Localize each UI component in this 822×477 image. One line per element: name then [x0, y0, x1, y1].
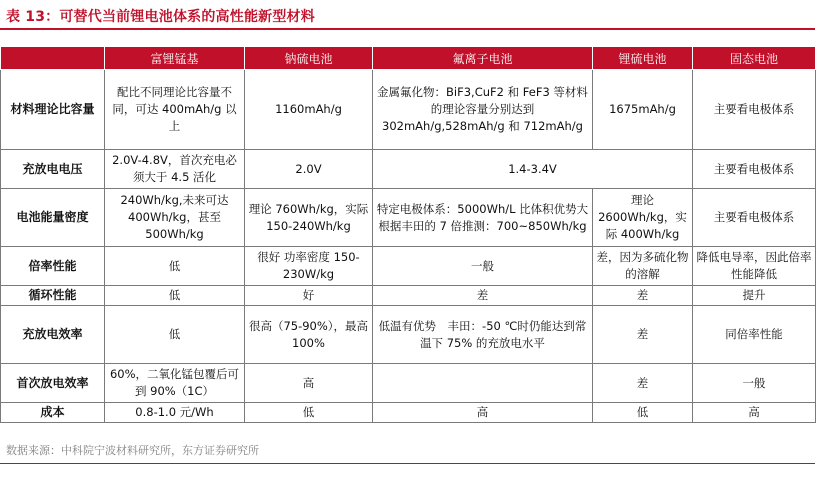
table-cell: 很好 功率密度 150-230W/kg	[245, 247, 373, 286]
table-title: 表 13：可替代当前锂电池体系的高性能新型材料	[6, 9, 315, 25]
table-cell: 差	[593, 364, 693, 403]
table-cell: 配比不同理论比容量不同，可达 400mAh/g 以上	[105, 70, 245, 150]
table-cell: 1.4-3.4V	[373, 150, 693, 189]
table-cell: 差	[373, 286, 593, 306]
table-cell: 金属氟化物：BiF3,CuF2 和 FeF3 等材料的理论容量分别达到 302mAh/g,528mAh/g 和 712mAh/g	[373, 70, 593, 150]
table-cell: 差	[593, 286, 693, 306]
table-cell: 同倍率性能	[693, 306, 816, 364]
title-rule	[0, 28, 815, 30]
source-note: 数据来源：中科院宁波材料研究所，东方证券研究所	[6, 444, 259, 457]
row-label: 材料理论比容量	[1, 70, 105, 150]
table-cell: 2.0V	[245, 150, 373, 189]
table-cell: 低	[105, 247, 245, 286]
table-cell: 理论 2600Wh/kg，实际 400Wh/kg	[593, 189, 693, 247]
table-cell: 一般	[373, 247, 593, 286]
header-cell: 钠硫电池	[245, 47, 373, 70]
row-label: 电池能量密度	[1, 189, 105, 247]
table-cell: 差，因为多硫化物的溶解	[593, 247, 693, 286]
table-cell: 高	[693, 403, 816, 423]
header-cell: 富锂锰基	[105, 47, 245, 70]
table-row	[1, 189, 816, 247]
table-cell: 2.0V-4.8V，首次充电必须大于 4.5 活化	[105, 150, 245, 189]
table-row	[1, 364, 816, 403]
table-cell: 一般	[693, 364, 816, 403]
row-label: 充放电效率	[1, 306, 105, 364]
table-cell: 理论 760Wh/kg，实际 150-240Wh/kg	[245, 189, 373, 247]
table-cell: 低	[105, 286, 245, 306]
header-cell: 氟离子电池	[373, 47, 593, 70]
table-cell: 低	[245, 403, 373, 423]
table-row	[1, 247, 816, 286]
table-cell	[373, 364, 593, 403]
row-label: 成本	[1, 403, 105, 423]
table-cell: 1160mAh/g	[245, 70, 373, 150]
table-cell: 差	[593, 306, 693, 364]
header-cell: 锂硫电池	[593, 47, 693, 70]
table-cell: 低温有优势 丰田：-50 ℃时仍能达到常温下 75% 的充放电水平	[373, 306, 593, 364]
table-cell: 降低电导率，因此倍率性能降低	[693, 247, 816, 286]
table-cell: 主要看电极体系	[693, 189, 816, 247]
row-label: 倍率性能	[1, 247, 105, 286]
table-row	[1, 286, 816, 306]
table-cell: 很高（75-90%），最高 100%	[245, 306, 373, 364]
header-row	[1, 47, 816, 70]
row-label: 循环性能	[1, 286, 105, 306]
table-cell: 主要看电极体系	[693, 150, 816, 189]
comparison-table	[0, 46, 816, 423]
table-cell: 高	[245, 364, 373, 403]
header-cell: 固态电池	[693, 47, 816, 70]
table-row	[1, 70, 816, 150]
table-cell: 1675mAh/g	[593, 70, 693, 150]
table-row	[1, 150, 816, 189]
table-cell: 240Wh/kg,未来可达 400Wh/kg，甚至 500Wh/kg	[105, 189, 245, 247]
table-cell: 好	[245, 286, 373, 306]
table-cell: 低	[105, 306, 245, 364]
table-cell: 60%，二氧化锰包覆后可到 90%（1C）	[105, 364, 245, 403]
row-label: 首次放电效率	[1, 364, 105, 403]
table-cell: 特定电极体系：5000Wh/L 比体积优势大 根据丰田的 7 倍推测：700~850Wh/kg	[373, 189, 593, 247]
table-cell: 低	[593, 403, 693, 423]
bottom-rule	[0, 463, 815, 464]
table-cell: 主要看电极体系	[693, 70, 816, 150]
header-cell	[1, 47, 105, 70]
table-cell: 提升	[693, 286, 816, 306]
table-cell: 0.8-1.0 元/Wh	[105, 403, 245, 423]
table-row	[1, 403, 816, 423]
row-label: 充放电电压	[1, 150, 105, 189]
table-row	[1, 306, 816, 364]
table-cell: 高	[373, 403, 593, 423]
